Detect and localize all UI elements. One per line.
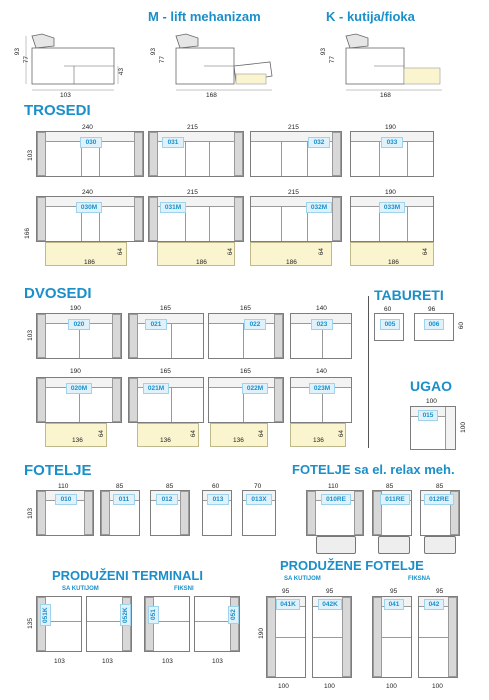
relax-010RE-width: 110 xyxy=(328,483,339,490)
ext-020M-width: 136 xyxy=(72,437,83,444)
code-052: 052 xyxy=(228,606,239,624)
terminali-sa-kutijom-caption: SA KUTIJOM xyxy=(62,586,99,592)
ext-031M-width: 186 xyxy=(196,259,207,266)
code-042K: 042K xyxy=(318,599,342,610)
relax-011RE-width: 85 xyxy=(386,483,394,490)
relax-footrest-011RE xyxy=(378,536,410,554)
trosedi-033M-width: 190 xyxy=(385,189,396,196)
trosedi-depth-ext: 166 xyxy=(24,228,31,239)
code-033: 033 xyxy=(381,137,403,148)
dvosedi-heading: DVOSEDI xyxy=(24,285,92,302)
terminal-052K-width: 103 xyxy=(102,658,113,665)
code-023: 023 xyxy=(311,319,333,330)
code-051K: 051K xyxy=(40,604,51,626)
code-041K: 041K xyxy=(276,599,300,610)
ext-021M-depth: 64 xyxy=(190,430,197,438)
trosedi-031M-width: 215 xyxy=(187,189,198,196)
ext-030M-width: 186 xyxy=(84,259,95,266)
trosedi-032-width: 215 xyxy=(288,124,299,131)
fotelje-heading: FOTELJE xyxy=(24,462,92,479)
prod-041-width: 100 xyxy=(386,683,397,690)
code-020M: 020M xyxy=(66,383,92,394)
lift-width-168: 168 xyxy=(206,92,217,99)
code-030M: 030M xyxy=(76,202,102,213)
box-height-77: 77 xyxy=(329,56,336,64)
side-view-box xyxy=(318,26,448,98)
code-051: 051 xyxy=(148,606,159,624)
ext-023M-depth: 64 xyxy=(338,430,345,438)
trosedi-heading: TROSEDI xyxy=(24,102,91,119)
dvosedi-023M-width: 140 xyxy=(316,368,327,375)
ext-021M-width: 136 xyxy=(160,437,171,444)
ext-022M-width: 136 xyxy=(233,437,244,444)
prod-041K-width: 100 xyxy=(278,683,289,690)
code-006: 006 xyxy=(424,319,444,330)
tabureti-depth: 60 xyxy=(458,322,465,330)
section-divider-vertical xyxy=(368,296,369,448)
ext-030M-depth: 64 xyxy=(117,248,124,256)
side-view-lift xyxy=(148,26,278,98)
box-width-168: 168 xyxy=(380,92,391,99)
code-021: 021 xyxy=(145,319,167,330)
lift-height-77: 77 xyxy=(159,56,166,64)
tabure-006-width: 96 xyxy=(428,306,436,313)
ext-022M-depth: 64 xyxy=(258,430,265,438)
code-010: 010 xyxy=(55,494,77,505)
terminal-051K-width: 103 xyxy=(54,658,65,665)
fotelja-013-width: 60 xyxy=(212,483,220,490)
code-042: 042 xyxy=(424,599,444,610)
box-height-93: 93 xyxy=(320,48,327,56)
terminal-051-width: 103 xyxy=(162,658,173,665)
prod-042-width: 100 xyxy=(432,683,443,690)
lift-mechanism-title: M - lift mehanizam xyxy=(148,9,261,24)
code-013X: 013X xyxy=(246,494,272,505)
prod-042-top-width: 95 xyxy=(436,588,444,595)
code-052K: 052K xyxy=(120,604,131,626)
ext-033M-width: 186 xyxy=(388,259,399,266)
fotelja-011-width: 85 xyxy=(116,483,124,490)
fotelje-relax-heading: FOTELJE sa el. relax meh. xyxy=(292,462,455,477)
box-drawer-title: K - kutija/fioka xyxy=(326,9,415,24)
ugao-width: 100 xyxy=(426,398,437,405)
trosedi-030M-width: 240 xyxy=(82,189,93,196)
terminali-depth: 135 xyxy=(27,618,34,629)
relax-footrest-010RE xyxy=(316,536,356,554)
side-height-43: 43 xyxy=(118,68,125,76)
ugao-heading: UGAO xyxy=(410,378,452,394)
produzene-depth: 190 xyxy=(258,628,265,639)
code-012RE: 012RE xyxy=(424,494,454,505)
terminali-fiksni-caption: FIKSNI xyxy=(174,586,194,592)
ext-033M-depth: 64 xyxy=(422,248,429,256)
code-010RE: 010RE xyxy=(321,494,351,505)
ext-032M-width: 186 xyxy=(286,259,297,266)
side-height-93: 93 xyxy=(14,48,21,56)
fotelja-012-width: 85 xyxy=(166,483,174,490)
prod-042K-top-width: 95 xyxy=(326,588,334,595)
lift-height-93: 93 xyxy=(150,48,157,56)
terminal-051[interactable] xyxy=(144,596,190,652)
terminal-052[interactable] xyxy=(194,596,240,652)
side-height-77: 77 xyxy=(23,56,30,64)
relax-012RE-width: 85 xyxy=(436,483,444,490)
code-021M: 021M xyxy=(143,383,169,394)
dvosedi-023-width: 140 xyxy=(316,305,327,312)
trosedi-032M-width: 215 xyxy=(288,189,299,196)
ext-032M-depth: 64 xyxy=(318,248,325,256)
trosedi-depth: 103 xyxy=(27,150,34,161)
code-041: 041 xyxy=(384,599,404,610)
dvosedi-021-width: 165 xyxy=(160,305,171,312)
dvosedi-022M-width: 165 xyxy=(240,368,251,375)
tabure-005-width: 60 xyxy=(384,306,392,313)
trosedi-030-width: 240 xyxy=(82,124,93,131)
prod-041K-top-width: 95 xyxy=(282,588,290,595)
dvosedi-020M-width: 190 xyxy=(70,368,81,375)
code-020: 020 xyxy=(68,319,90,330)
produzene-sa-kutijom-caption: SA KUTIJOM xyxy=(284,576,321,582)
code-033M: 033M xyxy=(379,202,405,213)
ext-031M-depth: 64 xyxy=(227,248,234,256)
fotelja-010-width: 110 xyxy=(58,483,69,490)
tabureti-heading: TABURETI xyxy=(374,287,444,303)
code-032: 032 xyxy=(308,137,330,148)
code-031M: 031M xyxy=(160,202,186,213)
ext-020M-depth: 64 xyxy=(98,430,105,438)
fotelja-013X-width: 70 xyxy=(254,483,262,490)
ext-023M-width: 136 xyxy=(313,437,324,444)
trosedi-031-width: 215 xyxy=(187,124,198,131)
code-023M: 023M xyxy=(309,383,335,394)
dvosedi-depth: 103 xyxy=(27,330,34,341)
code-022M: 022M xyxy=(242,383,268,394)
produzene-fotelje-heading: PRODUŽENE FOTELJE xyxy=(280,558,424,573)
fotelje-depth: 103 xyxy=(27,508,34,519)
relax-footrest-012RE xyxy=(424,536,456,554)
side-width-103: 103 xyxy=(60,92,71,99)
code-011RE: 011RE xyxy=(380,494,410,505)
prod-041-top-width: 95 xyxy=(390,588,398,595)
produzene-fiksna-caption: FIKSNA xyxy=(408,576,431,582)
code-031: 031 xyxy=(162,137,184,148)
dvosedi-021M-width: 165 xyxy=(160,368,171,375)
code-022: 022 xyxy=(244,319,266,330)
terminal-052-width: 103 xyxy=(212,658,223,665)
terminali-heading: PRODUŽENI TERMINALI xyxy=(52,568,203,583)
prod-042K-width: 100 xyxy=(324,683,335,690)
ugao-depth: 100 xyxy=(460,422,467,433)
code-015: 015 xyxy=(418,410,438,421)
code-005: 005 xyxy=(380,319,400,330)
code-030: 030 xyxy=(80,137,102,148)
dvosedi-020-width: 190 xyxy=(70,305,81,312)
trosedi-033-width: 190 xyxy=(385,124,396,131)
code-012: 012 xyxy=(156,494,178,505)
code-013: 013 xyxy=(207,494,229,505)
code-032M: 032M xyxy=(306,202,332,213)
code-011: 011 xyxy=(113,494,135,505)
dvosedi-022-width: 165 xyxy=(240,305,251,312)
side-view-standard xyxy=(14,26,124,98)
